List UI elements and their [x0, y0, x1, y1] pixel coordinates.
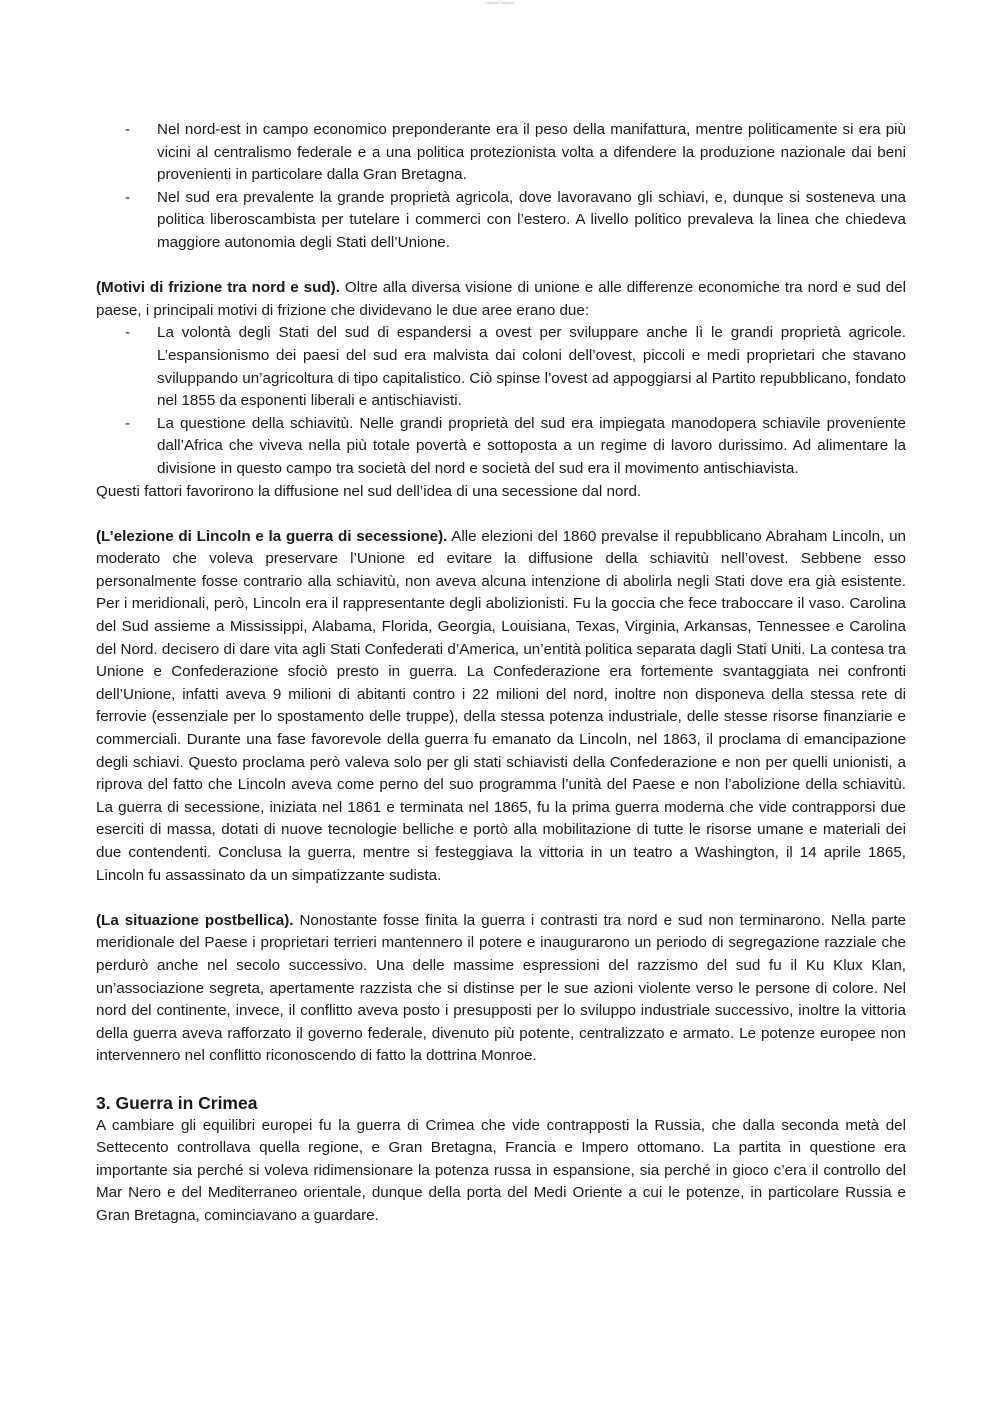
paragraph-heading: (La situazione postbellica). [96, 911, 294, 929]
paragraph-heading: (L’elezione di Lincoln e la guerra di secessione). [96, 527, 448, 545]
section-title: 3. Guerra in Crimea [96, 1092, 258, 1113]
paragraph-lincoln: (L’elezione di Lincoln e la guerra di secessione). Alle elezioni del 1860 prevalse il repubblicano Abraham Lincoln, un moderato che voleva preservare l’Unione ed evitare la diffusione della schiavitù nell’ovest. Sebbene esso personalmente fosse contrario alla schiavitù, non aveva alcuna intenzione di abolirla negli Stati dove era già esistente. Per i meridionali, però, Lincoln era il rappresentante degli abolizionisti. Fu la goccia che fece traboccare il vaso. Carolina del Sud assieme a Mississippi, Alabama, Florida, Georgia, Louisiana, Texas, Virginia, Arkansas, Tennessee e Carolina del Nord. decisero di dare vita agli Stati Confederati d’America, un’entità politica separata dagli Stati Uniti. La contesa tra Unione e Confederazione sfociò presto in guerra. La Confederazione era fortemente svantaggiata nei confronti dell’Unione, infatti aveva 9 milioni di abitanti contro i 22 milioni del nord, inoltre non disponeva della stessa rete di ferrovie (essenziale per lo spostamento delle truppe), della stessa potenza industriale, delle stesse risorse finanziarie e commerciali. Durante una fase favorevole della guerra fu emanato da Lincoln, nel 1863, il proclama di emancipazione degli schiavi. Questo proclama però valeva solo per gli stati schiavisti della Confederazione e non per quelli unionisti, a riprova del fatto che Lincoln aveva come perno del suo programma l’unità del Paese e non l’abolizione della schiavitù. La guerra di secessione, iniziata nel 1861 e terminata nel 1865, fu la prima guerra moderna che vide contrapporsi due eserciti di massa, dotati di nuove tecnologie belliche e portò alla mobilitazione di tutte le risorse umane e materiali dei due contendenti. Conclusa la guerra, mentre si festeggiava la vittoria in un teatro a Washington, il 14 aprile 1865, Lincoln fu assassinato da un simpatizzante sudista. [96, 527, 906, 884]
list-item: - La questione della schiavitù. Nelle grandi proprietà del sud era impiegata manodopera schiavile proveniente dall’Africa che viveva nella più totale povertà e sottoposta a un regime di lavoro durissimo. Ad alimentare la divisione in questo campo tra società del nord e società del sud era il movimento antischiavista. [125, 414, 906, 477]
dash-bullet: - [125, 324, 131, 342]
list-item: - Nel sud era prevalente la grande proprietà agricola, dove lavoravano gli schiavi, e, dunque si sosteneva una politica liberoscambista per tutelare i commerci con l’estero. A livello politico prevaleva la linea che chiedeva maggiore autonomia degli Stati dell’Unione. [125, 188, 906, 251]
dash-bullet: - [125, 414, 131, 432]
list-item: - La volontà degli Stati del sud di espandersi a ovest per sviluppare anche lì le grandi proprietà agricole. L’espansionismo dei paesi del sud era malvista dai coloni dell’ovest, piccoli e medi proprietari che stavano sviluppando un’agricoltura di tipo capitalistico. Ciò spinse l’ovest ad appoggiarsi al Partito repubblicano, fondato nel 1855 da esponenti liberali e antischiavisti. [125, 324, 906, 410]
document-body [96, 119, 906, 1228]
dash-bullet: - [125, 121, 131, 138]
paragraph-postbellica: (La situazione postbellica). Nonostante fosse finita la guerra i contrasti tra nord e sud non terminarono. Nella parte meridionale del Paese i proprietari terrieri mantennero il potere e inaugurarono un periodo di segregazione razziale che perdurò anche nel secolo successivo. Una delle massime espressioni del razzismo del sud fu il Ku Klux Klan, un’associazione segreta, apertamente razzista che si distinse per le sue azioni violente verso le persone di colore. Nel nord del continente, invece, il conflitto aveva posto i presupposti per lo sviluppo industriale successivo, inoltre la vittoria della guerra aveva rafforzato il governo federale, divenuto più potente, centralizzato e armato. Le potenze europee non intervennero nel conflitto riconoscendo di fatto la dottrina Monroe. [96, 911, 906, 1065]
paragraph-frizione: (Motivi di frizione tra nord e sud). Oltre alla diversa visione di unione e alle differenze economiche tra nord e sud del paese, i principali motivi di frizione che dividevano le due aree erano due: [96, 279, 906, 319]
frizione-list [96, 322, 906, 480]
paragraph-conclusion: Questi fattori favorirono la diffusione nel sud dell’idea di una secessione dal nord. [96, 482, 642, 500]
paragraph-crimea: A cambiare gli equilibri europei fu la guerra di Crimea che vide contrapposti la Russia, che dalla seconda metà del Settecento controllava quella regione, e Gran Bretagna, Francia e Impero ottomano. La partita in questione era importante sia perché si voleva ridimensionare la potenza russa in espansione, sia perché in gioco c’era il controllo del Mar Nero e del Mediterraneo orientale, dunque della porta del Medi Oriente a cui le potenze, in particolare Russia e Gran Bretagna, cominciavano a guardare. [96, 1116, 906, 1224]
intro-list [96, 119, 906, 255]
header-watermark: Hutchs Hatchet [486, 0, 514, 5]
paragraph-heading: (Motivi di frizione tra nord e sud). [96, 279, 340, 297]
list-item: - Nel nord-est in campo economico preponderante era il peso della manifattura, mentre politicamente si era più vicini al centralismo federale e a una politica protezionista volta a difendere la produzione nazionale dai beni provenienti in particolare dalla Gran Bretagna. [125, 121, 906, 184]
dash-bullet: - [125, 188, 131, 206]
